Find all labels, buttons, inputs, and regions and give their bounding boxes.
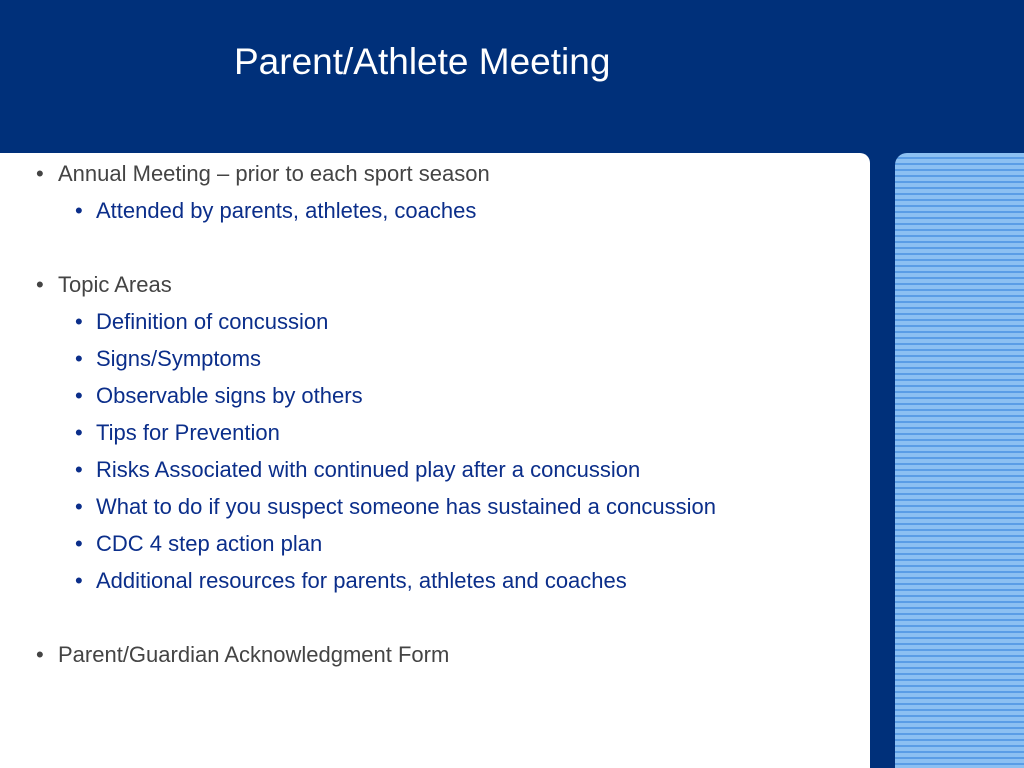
sub-bullet-item [0,488,860,525]
bullet-dot-icon: • [36,642,44,667]
sub-bullet-item [0,377,860,414]
sub-bullet-text: CDC 4 step action plan [96,531,323,556]
bullet-dot-icon: • [75,309,83,334]
bullet-dot-icon: • [36,272,44,297]
sub-bullet-text: What to do if you suspect someone has sustained a concussion [96,494,717,519]
list-spacer [0,229,860,266]
sub-bullet-item [0,562,860,599]
bullet-list [0,155,860,673]
decorative-stripes [895,153,1024,768]
sub-bullet-text: Observable signs by others [96,383,363,408]
bullet-text: Annual Meeting – prior to each sport season [58,161,490,186]
sub-bullet-text: Definition of concussion [96,309,329,334]
bullet-dot-icon: • [75,383,83,408]
slide-title: Parent/Athlete Meeting [234,41,611,82]
sub-bullet-text: Signs/Symptoms [96,346,262,371]
sub-bullet-text: Attended by parents, athletes, coaches [96,198,477,223]
bullet-dot-icon: • [36,161,44,186]
sub-bullet-item [0,451,860,488]
bullet-item [0,266,860,303]
sub-bullet-text: Additional resources for parents, athletes and coaches [96,568,627,593]
bullet-item [0,155,860,192]
list-spacer [0,599,860,636]
sub-bullet-text: Tips for Prevention [96,420,280,445]
sub-bullet-item [0,525,860,562]
sub-bullet-item [0,192,860,229]
bullet-text: Parent/Guardian Acknowledgment Form [58,642,450,667]
bullet-dot-icon: • [75,531,83,556]
sub-bullet-item [0,414,860,451]
bullet-dot-icon: • [75,420,83,445]
bullet-text: Topic Areas [58,272,172,297]
bullet-dot-icon: • [75,457,83,482]
bullet-item [0,636,860,673]
sub-bullet-item [0,303,860,340]
bullet-dot-icon: • [75,198,83,223]
sub-bullet-text: Risks Associated with continued play after a concussion [96,457,641,482]
title-bar [0,0,1024,153]
bullet-dot-icon: • [75,568,83,593]
bullet-dot-icon: • [75,346,83,371]
sub-bullet-item [0,340,860,377]
bullet-dot-icon: • [75,494,83,519]
